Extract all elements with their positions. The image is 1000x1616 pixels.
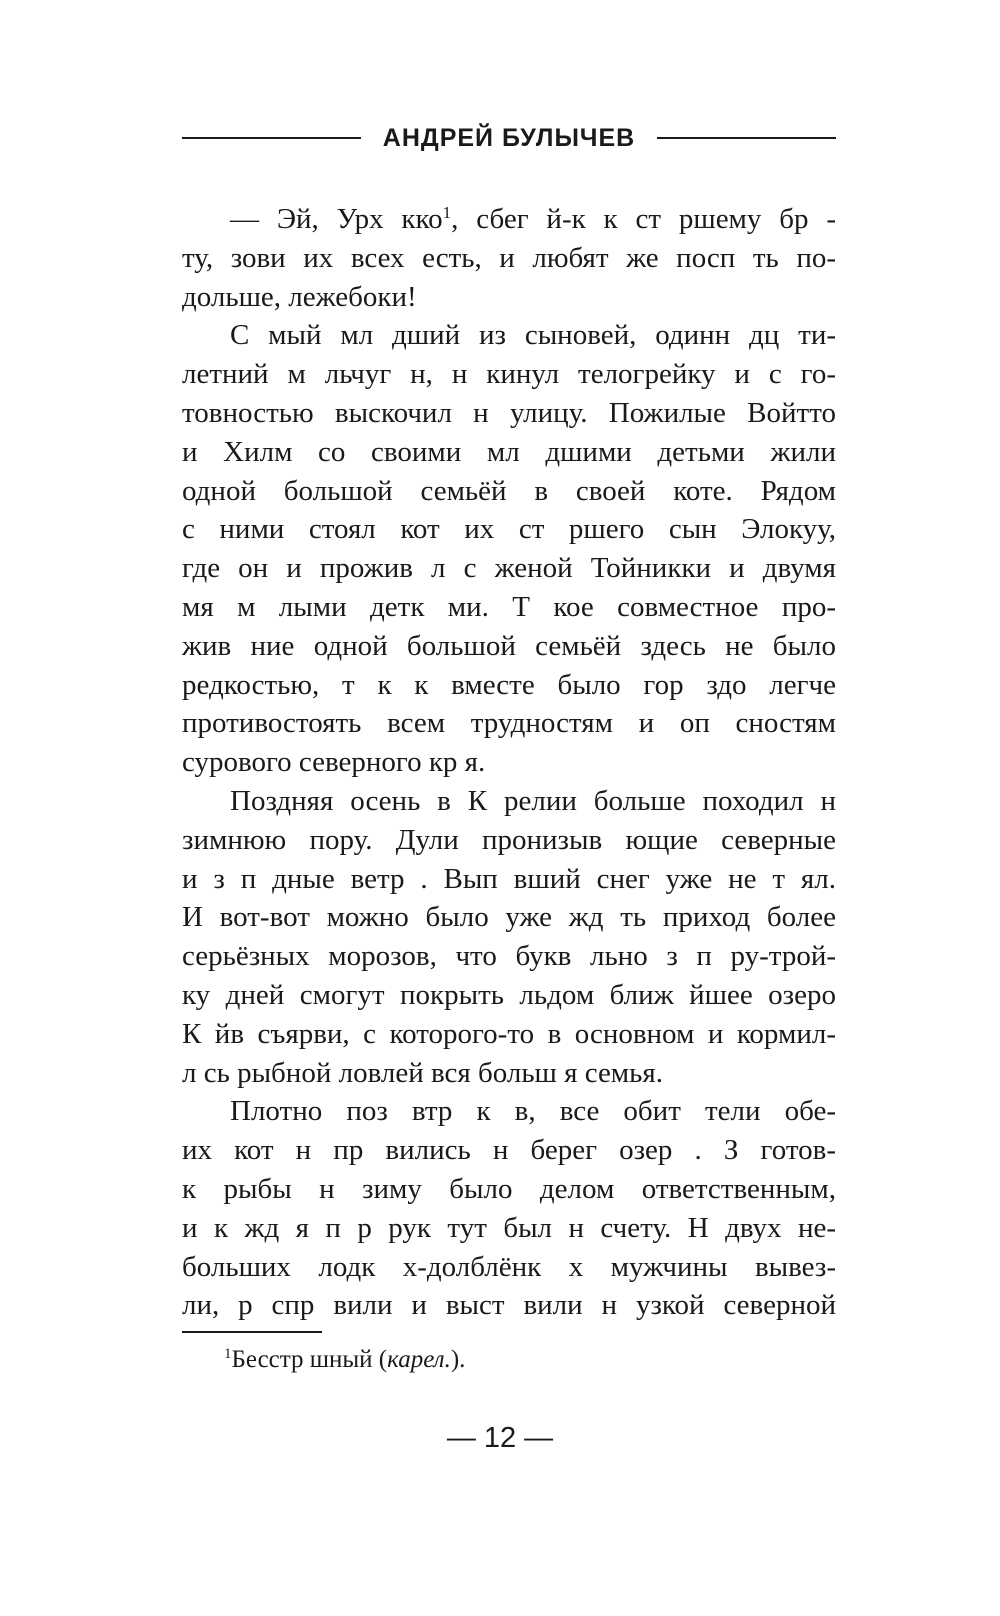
text-line: и к жд я п р рук тут был н счету. Н двух не-: [182, 1211, 836, 1244]
text-line: ту, зови их всех есть, и любят же посп ть по-: [182, 241, 836, 274]
text-line: дольше, лежебоки!: [182, 280, 417, 313]
page-number: — 12 —: [446, 1422, 554, 1454]
text-line: с ними стоял кот их ст ршего сын Элокуу,: [182, 513, 836, 546]
text-line: мя м лыми детк ми. Т кое совместное про-: [182, 590, 836, 623]
footnote-language: карел.: [387, 1346, 451, 1373]
text-line: больших лодк х-долблёнк х мужчины вывез-: [182, 1250, 836, 1283]
paragraph-3: [182, 782, 836, 1092]
header-rule-left: [182, 137, 361, 139]
footnote-number: 1: [224, 1346, 232, 1362]
paragraph-4: [182, 1092, 836, 1325]
text-line: редкостью, т к к вместе было гор здо легче: [182, 668, 836, 701]
text-line: и Хилм со своими мл дшими детьми жили: [182, 435, 836, 468]
text-line: их кот н пр вились н берег озер . З готов-: [182, 1134, 836, 1167]
text-line: ли, р спр вили и выст вили н узкой северной: [182, 1289, 836, 1322]
text-line: одной большой семьёй в своей коте. Рядом: [182, 474, 836, 507]
text-line: где он и прожив л с женой Тойникки и двумя: [182, 552, 836, 585]
text-line: серьёзных морозов, что букв льно з п ру-трой-: [182, 940, 836, 973]
text-line: С мый мл дший из сыновей, одинн дц ти-: [230, 319, 836, 352]
paragraph-1: [182, 200, 836, 316]
footnote-marker: 1: [442, 203, 452, 222]
text-line: Поздняя осень в К релии больше походил н: [230, 784, 836, 817]
text-line: товностью выскочил н улицу. Пожилые Войтто: [182, 396, 836, 429]
running-header: [182, 118, 836, 158]
text-line: противостоять всем трудностям и оп сностям: [182, 707, 836, 740]
text-line: сурового северного кр я.: [182, 746, 486, 779]
author-name: АНДРЕЙ БУЛЫЧЕВ: [382, 123, 636, 152]
text-line: летний м льчуг н, н кинул телогрейку и с го-: [182, 358, 836, 391]
text-line: К йв съярви, с которого-то в основном и кормил-: [182, 1017, 836, 1050]
text-line: Плотно поз втр к в, все обит тели обе-: [230, 1095, 836, 1128]
footnote-rule: [182, 1331, 322, 1333]
header-rule-right: [657, 137, 836, 139]
text-line: к рыбы н зиму было делом ответственным,: [182, 1172, 836, 1205]
text-line: зимнюю пору. Дули пронизыв ющие северные: [182, 823, 836, 856]
text-line: — Эй, Урх кко$^1$, сбег й-к к ст ршему бр -: [230, 203, 837, 235]
text-line: жив ние одной большой семьёй здесь не было: [182, 629, 836, 662]
text-line: И вот-вот можно было уже жд ть приход более: [182, 901, 836, 934]
text-line: и з п дные ветр . Вып вший снег уже не т ял.: [182, 862, 836, 895]
text-line: ку дней смогут покрыть льдом ближ йшее озеро: [182, 978, 836, 1011]
paragraph-2: [182, 316, 836, 782]
text-line: л сь рыбной ловлей вся больш я семья.: [182, 1056, 663, 1089]
body-text: [182, 200, 836, 1325]
footnote: $^1$Бесстр шный (карел.).: [224, 1346, 466, 1373]
